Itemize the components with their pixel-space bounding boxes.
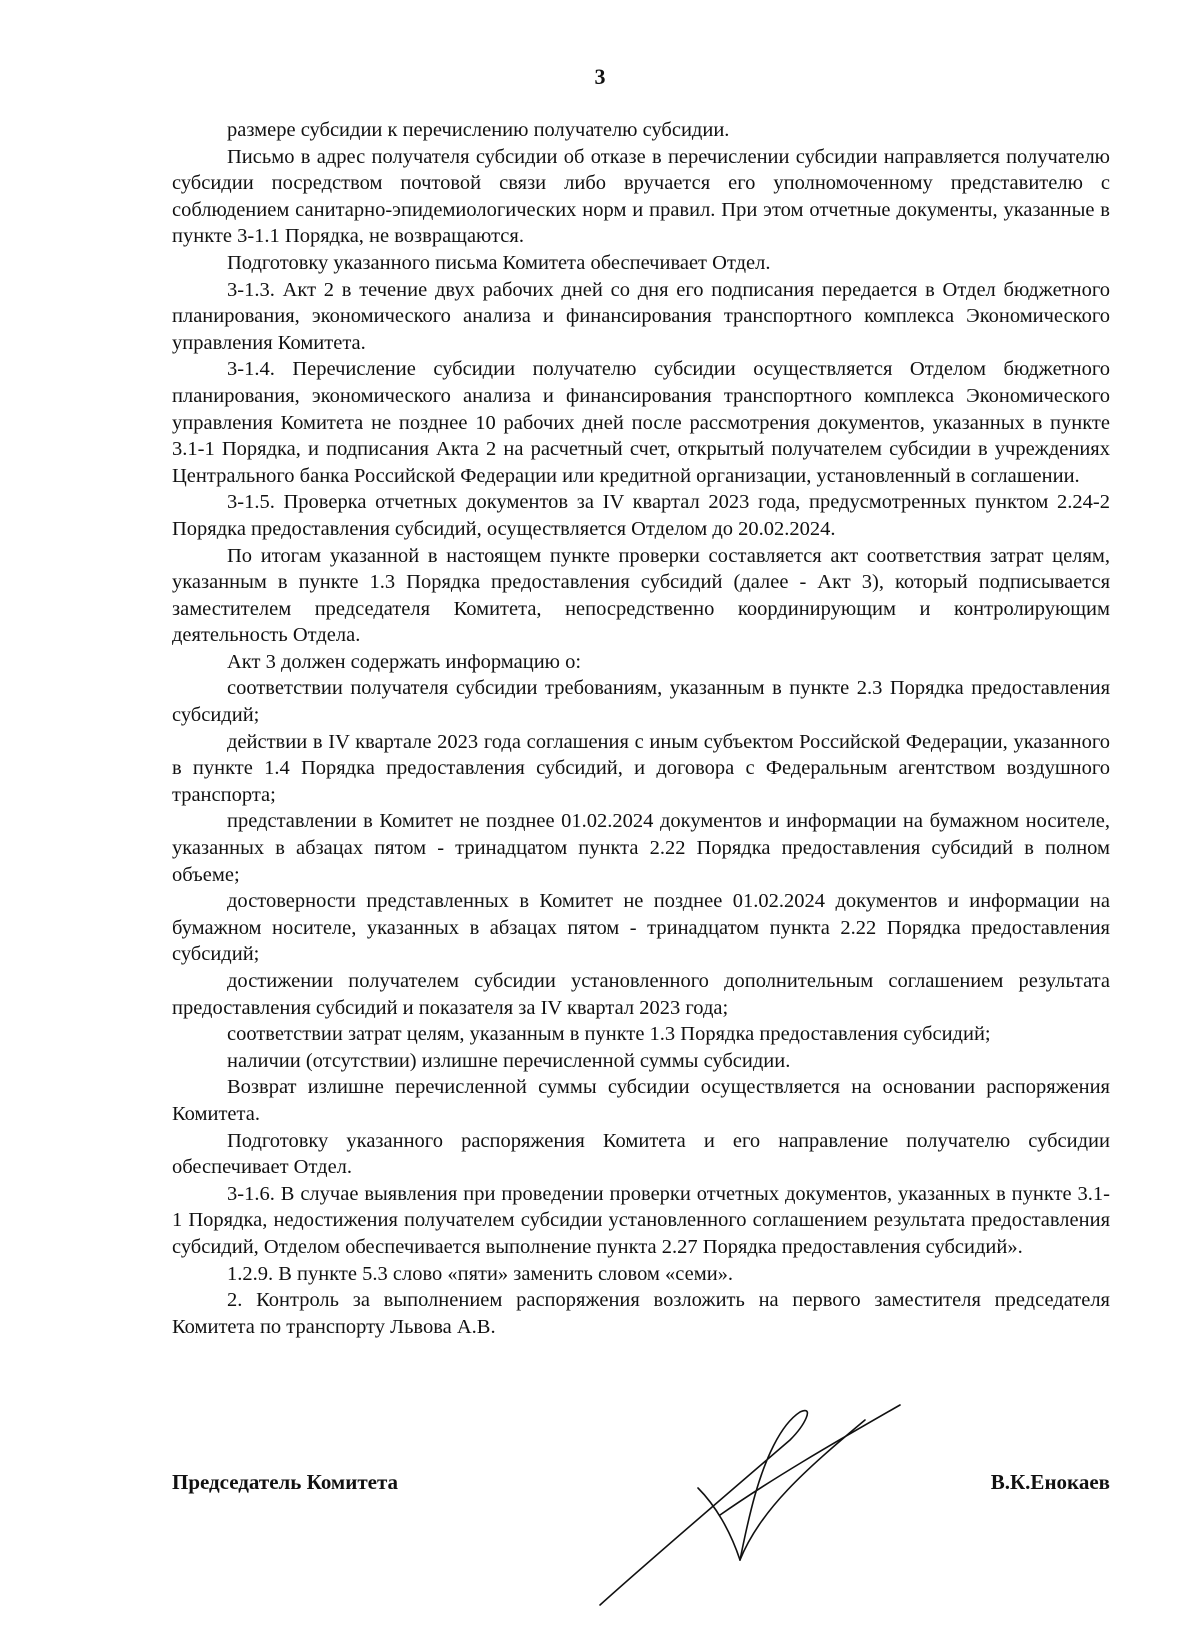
- signatory-name: В.К.Енокаев: [990, 1470, 1110, 1494]
- paragraph-5: 3-1.4. Перечисление субсидии получателю субсидии осуществляется Отделом бюджетного планирования, экономического анализа и финансирования транспортного комплекса Экономического управления Комитета не позднее 10 рабочих дней после рассмотрения документов, указанных в пункте 3.1-1 Порядка, и подписания Акта 2 на расчетный счет, открытый получателем субсидии в учреждениях Центрального банка Российской Федерации или кредитной организации, установленный в соглашении.: [172, 358, 1110, 487]
- paragraph-6: 3-1.5. Проверка отчетных документов за IV квартал 2023 года, предусмотренных пунктом 2.24-2 Порядка предоставления субсидий, осуществляется Отделом до 20.02.2024.: [172, 491, 1110, 540]
- paragraph-16: Возврат излишне перечисленной суммы субсидии осуществляется на основании распоряжения Комитета.: [172, 1076, 1110, 1125]
- paragraph-8: Акт 3 должен содержать информацию о:: [227, 650, 582, 673]
- paragraph-3: Подготовку указанного письма Комитета обеспечивает Отдел.: [227, 251, 771, 274]
- paragraph-17: Подготовку указанного распоряжения Комитета и его направление получателю субсидии обеспечивает Отдел.: [172, 1129, 1110, 1179]
- paragraph-9: соответствии получателя субсидии требованиям, указанным в пункте 2.3 Порядка предоставления субсидий;: [172, 677, 1110, 727]
- paragraph-13: достижении получателем субсидии установленного дополнительным соглашением результата предоставления субсидий и показателя за IV квартал 2023 года;: [172, 970, 1110, 1019]
- paragraph-19: 1.2.9. В пункте 5.3 слово «пяти» заменить словом «семи».: [227, 1262, 734, 1285]
- paragraph-4: 3-1.3. Акт 2 в течение двух рабочих дней со дня его подписания передается в Отдел бюджетного планирования, экономического анализа и финансирования транспортного комплекса Экономического управления Комитета.: [172, 278, 1110, 354]
- document-body: [172, 117, 1110, 1340]
- paragraph-7: По итогам указанной в настоящем пункте проверки составляется акт соответствия затрат целям, указанным в пункте 1.3 Порядка предоставления субсидий (далее - Акт 3), который подписывается заместителем председателя Комитета, непосредственно координирующим и контролирующим деятельность Отдела.: [172, 544, 1110, 647]
- paragraph-20: 2. Контроль за выполнением распоряжения возложить на первого заместителя председателя Комитета по транспорту Львова А.В.: [172, 1289, 1110, 1338]
- paragraph-1: размере субсидии к перечислению получателю субсидии.: [227, 119, 730, 141]
- paragraph-11: представлении в Комитет не позднее 01.02.2024 документов и информации на бумажном носителе, указанных в абзацах пятом - тринадцатом пункта 2.22 Порядка предоставления субсидий в полном объеме;: [172, 810, 1110, 886]
- paragraph-14: соответствии затрат целям, указанным в пункте 1.3 Порядка предоставления субсидий;: [227, 1023, 991, 1046]
- handwritten-signature: [590, 1400, 910, 1620]
- page-number: 3: [594, 64, 606, 89]
- paragraph-15: наличии (отсутствии) излишне перечисленной суммы субсидии.: [227, 1049, 791, 1072]
- paragraph-12: достоверности представленных в Комитет не позднее 01.02.2024 документов и информации на бумажном носителе, указанных в абзацах пятом - тринадцатом пункта 2.22 Порядка предоставления субсидий;: [172, 890, 1110, 966]
- paragraph-18: 3-1.6. В случае выявления при проведении проверки отчетных документов, указанных в пункте 3.1-1 Порядка, недостижения получателем субсидии установленного соглашением результата предоставления субсидий, Отделом обеспечивается выполнение пункта 2.27 Порядка предоставления субсидий».: [172, 1182, 1110, 1258]
- paragraph-10: действии в IV квартале 2023 года соглашения с иным субъектом Российской Федерации, указанного в пункте 1.4 Порядка предоставления субсидий, и договора с Федеральным агентством воздушного транспорта;: [172, 730, 1110, 806]
- signatory-position: Председатель Комитета: [172, 1470, 399, 1494]
- paragraph-2: Письмо в адрес получателя субсидии об отказе в перечислении субсидии направляется получателю субсидии посредством почтовой связи либо вручается его уполномоченному представителю с соблюдением санитарно-эпидемиологических норм и правил. При этом отчетные документы, указанные в пункте 3-1.1 Порядка, не возвращаются.: [172, 145, 1110, 248]
